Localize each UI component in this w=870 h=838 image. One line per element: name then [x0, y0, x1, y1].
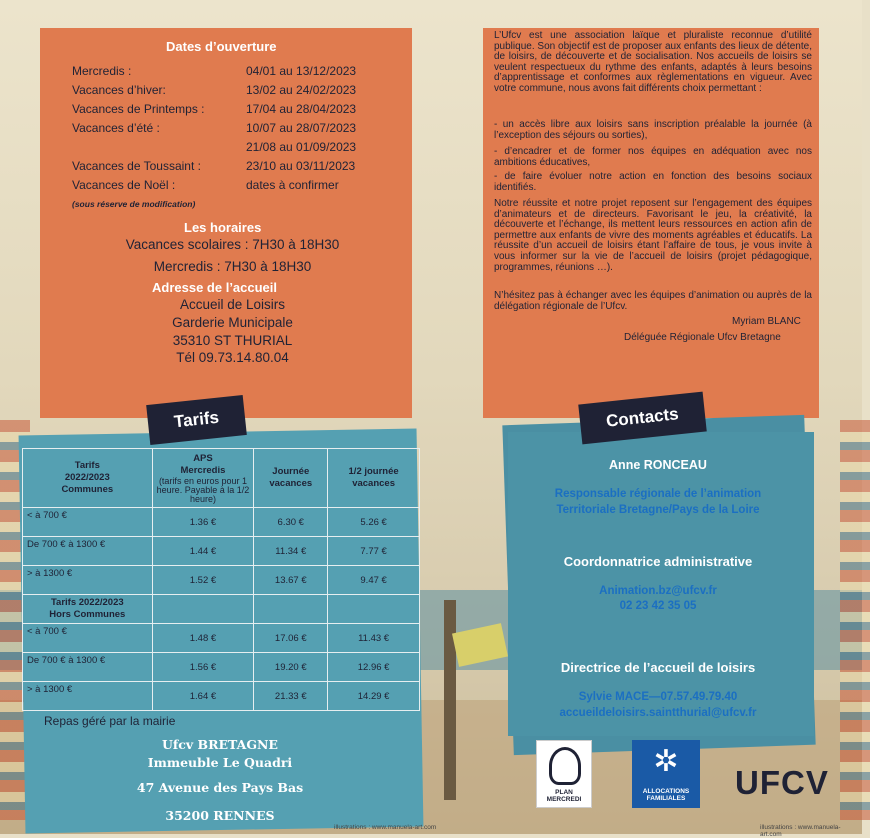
table-cell: 19.20 € [254, 653, 328, 682]
address-line: Accueil de Loisirs [179, 297, 286, 312]
table-header-row [23, 449, 420, 508]
table-cell: 9.47 € [328, 566, 420, 595]
opening-title: Dates d’ouverture [166, 39, 277, 54]
illustration-credit: illustrations : www.manuela-art.com [334, 824, 437, 831]
illustration-credit: illustrations : www.manuela-art.com [760, 824, 841, 838]
address-line: 35310 ST THURIAL [172, 333, 293, 348]
table-cell: 11.34 € [254, 537, 328, 566]
opening-dates: 23/10 au 03/11/2023 [246, 159, 356, 173]
table-cell: 12.96 € [328, 653, 420, 682]
contacts-tab: Contacts [578, 392, 706, 445]
table-cell: 7.77 € [328, 537, 420, 566]
child-figure-icon [549, 747, 581, 785]
repas-note: Repas géré par la mairie [44, 714, 176, 728]
contact-name: Anne RONCEAU [609, 458, 707, 472]
intro-paragraph: L’Ufcv est une association laïque et pluraliste reconnue d’utilité publique. Son objectif est de proposer aux enfants des lieux de détente, de loisirs, de découverte et de socialisation. Nos accueils de loisirs se veulent respectueux du rythme des enfants, adaptés à leurs besoins d’apprentissage et conformes aux règlementations en vigueur. Avec votre commune, nous avons fait différents choix permettant : [494, 30, 812, 94]
opening-dates: 13/02 au 24/02/2023 [246, 83, 357, 97]
intro-paragraph: - de faire évoluer notre action en fonction des besoins sociaux identifiés. [494, 171, 812, 193]
table-cell: 21.33 € [254, 682, 328, 711]
intro-paragraph: N’hésitez pas à échanger avec les équipes d’animation ou auprès de la délégation régionale de l’Ufcv. [494, 290, 812, 312]
contact-role-title: Directrice de l’accueil de loisirs [560, 660, 756, 675]
plan-mercredi-logo: PLAN MERCREDI [536, 740, 592, 808]
opening-dates: 17/04 au 28/04/2023 [246, 102, 357, 116]
family-icon: ✲ [653, 745, 679, 778]
table-cell: 6.30 € [254, 508, 328, 537]
opening-label: Vacances d’hiver: [72, 83, 166, 97]
table-cell: < à 700 € [23, 508, 153, 537]
table-cell: 1.44 € [152, 537, 254, 566]
signature-role: Déléguée Régionale Ufcv Bretagne [624, 332, 781, 343]
tarifs-tab: Tarifs [146, 395, 247, 445]
caf-logo: ✲ ALLOCATIONS FAMILIALES [632, 740, 700, 808]
opening-dates: 21/08 au 01/09/2023 [246, 140, 357, 154]
table-row [23, 624, 420, 653]
table-header-cell: 1/2 journée vacances [328, 449, 420, 508]
opening-dates: dates à confirmer [246, 178, 339, 192]
table-cell: 13.67 € [254, 566, 328, 595]
table-section-header: Tarifs 2022/2023 Hors Communes [23, 595, 153, 624]
opening-label: Mercredis : [72, 64, 132, 78]
opening-label: Vacances de Noël : [72, 178, 176, 192]
contact-email[interactable]: Animation.bz@ufcv.fr [599, 585, 717, 597]
tarifs-table [22, 448, 420, 711]
table-header-cell: Journée vacances [254, 449, 328, 508]
table-row [23, 653, 420, 682]
opening-dates: 04/01 au 13/12/2023 [246, 64, 357, 78]
table-cell: > à 1300 € [23, 682, 153, 711]
address-title: Adresse de l’accueil [152, 280, 278, 295]
table-cell [328, 595, 420, 624]
table-cell: 1.36 € [152, 508, 254, 537]
address-line: Tél 09.73.14.80.04 [176, 350, 289, 365]
table-cell: < à 700 € [23, 624, 153, 653]
contact-role-title: Coordonnatrice administrative [563, 554, 753, 569]
hours-title: Les horaires [184, 220, 262, 235]
hours-line: Mercredis : 7H30 à 18H30 [153, 259, 312, 274]
ufcv-address-line: 47 Avenue des Pays Bas [136, 780, 304, 795]
ufcv-address-line: 35200 RENNES [165, 808, 275, 823]
address-line: Garderie Municipale [172, 315, 293, 330]
contact-role: Responsable régionale de l’animation [554, 488, 762, 500]
opening-note: (sous réserve de modification) [72, 199, 196, 209]
ufcv-address-line: Ufcv BRETAGNE [162, 737, 278, 752]
table-cell: 1.52 € [152, 566, 254, 595]
table-cell: 11.43 € [328, 624, 420, 653]
decor-post [444, 600, 456, 800]
table-cell: > à 1300 € [23, 566, 153, 595]
table-cell [254, 595, 328, 624]
contact-phone[interactable]: Sylvie MACE—07.57.49.79.40 [578, 691, 738, 703]
signature-name: Myriam BLANC [732, 316, 801, 327]
opening-label: Vacances de Toussaint : [72, 159, 201, 173]
table-cell [152, 595, 254, 624]
ufcv-logo: UFCV [735, 764, 829, 801]
opening-label: Vacances de Printemps : [72, 102, 205, 116]
table-cell: De 700 € à 1300 € [23, 653, 153, 682]
opening-dates: 10/07 au 28/07/2023 [246, 121, 357, 135]
table-cell: 1.64 € [152, 682, 254, 711]
table-header-cell: Tarifs 2022/2023 Communes [23, 449, 153, 508]
contact-role: Territoriale Bretagne/Pays de la Loire [556, 504, 760, 516]
hours-line: Vacances scolaires : 7H30 à 18H30 [125, 237, 340, 252]
table-cell: De 700 € à 1300 € [23, 537, 153, 566]
table-cell: 17.06 € [254, 624, 328, 653]
table-row [23, 537, 420, 566]
table-cell: 5.26 € [328, 508, 420, 537]
table-cell: 14.29 € [328, 682, 420, 711]
decor-stripes-right [840, 420, 870, 820]
table-row [23, 682, 420, 711]
ufcv-address-line: Immeuble Le Quadri [147, 755, 293, 770]
table-header-cell: APS Mercredis (tarifs en euros pour 1 heure. Payable à la 1/2 heure) [152, 449, 254, 508]
table-row [23, 508, 420, 537]
table-cell: 1.56 € [152, 653, 254, 682]
table-row [23, 566, 420, 595]
table-cell: 1.48 € [152, 624, 254, 653]
intro-paragraph: - un accès libre aux loisirs sans inscription préalable la journée (à l’exception des séjours ou sorties), [494, 119, 812, 141]
intro-paragraph: Notre réussite et notre projet reposent sur l’engagement des équipes d’animateurs et de directeurs. Favorisant le jeu, la créativité, la découverte et l’échange, ils mettent leurs ressources en action afin de permettre aux enfants de vivre des moments agréables et éducatifs. La réussite d’un accueil de loisirs étant l’affaire de tous, je vous invite à vous informer sur la vie de l’accueil de loisirs (projet pédagogique, programmes, réunions …). [494, 198, 812, 273]
intro-paragraph: - d’encadrer et de former nos équipes en adéquation avec nos ambitions éducatives, [494, 146, 812, 168]
contact-phone[interactable]: 02 23 42 35 05 [619, 600, 697, 612]
contact-email[interactable]: accueildeloisirs.saintthurial@ufcv.fr [559, 707, 757, 719]
table-row [23, 595, 420, 624]
opening-label: Vacances d’été : [72, 121, 160, 135]
